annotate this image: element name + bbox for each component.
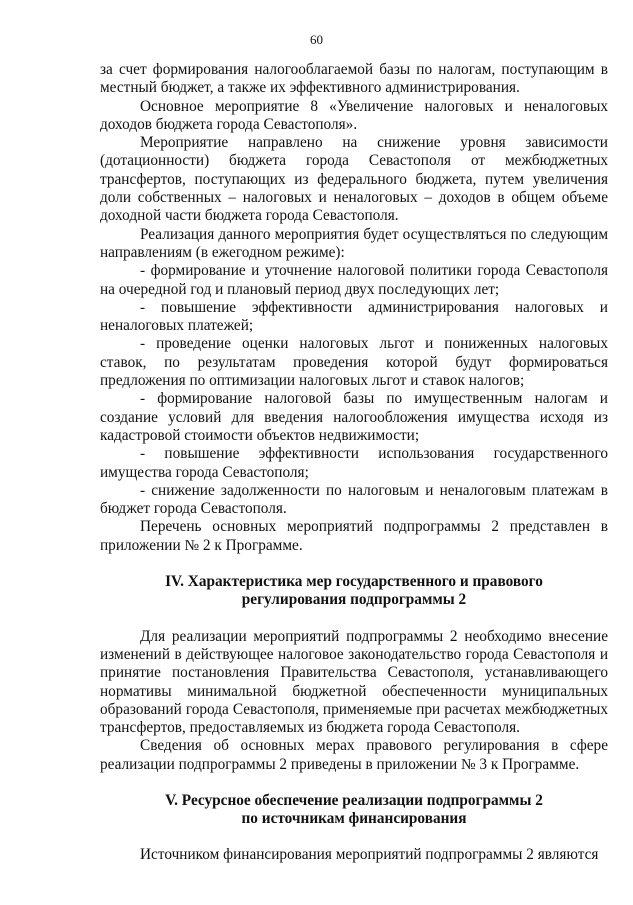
page-number: 60 [310,32,323,47]
list-item: - формирование налоговой базы по имущественным налогам и создание условий для введения налогообложения имущества исходя из кадастровой стоимости объектов недвижимости; [100,390,608,444]
paragraph: Сведения об основных мерах правового регулирования в сфере реализации подпрограммы 2 приведены в приложении № 3 к Программе. [100,737,608,773]
list-item: - формирование и уточнение налоговой политики города Севастополя на очередной год и плановый период двух последующих лет; [100,262,608,298]
paragraph: Источником финансирования мероприятий подпрограммы 2 являются [140,845,599,863]
paragraph: Для реализации мероприятий подпрограммы 2 необходимо внесение изменений в действующее налоговое законодательство города Севастополя и принятие постановления Правительства Севастополя, устанавливающего нормативы минимальной бюджетной обеспеченности муниципальных образований города Севастополя, применяемые при расчетах межбюджетных трансфертов, предоставляемых из бюджета города Севастополя. [100,627,608,737]
section-heading-line: регулирования подпрограммы 2 [241,591,467,609]
list-item: - повышение эффективности использования государственного имущества города Севастополя; [100,445,608,481]
paragraph: Основное мероприятие 8 «Увеличение налоговых и неналоговых доходов бюджета города Севастополя». [100,97,608,133]
section-heading-line: по источникам финансирования [241,810,467,828]
section-heading [100,792,608,829]
paragraph: Перечень основных мероприятий подпрограммы 2 представлен в приложении № 2 к Программе. [100,518,608,554]
page-body [100,61,608,864]
section-heading-line: V. Ресурсное обеспечение реализации подпрограммы 2 [165,791,543,809]
list-item: - повышение эффективности администрирования налоговых и неналоговых платежей; [100,298,608,335]
paragraph: за счет формирования налогооблагаемой базы по налогам, поступающим в местный бюджет, а также их эффективного администрирования. [100,61,608,97]
paragraph: Мероприятие направлено на снижение уровня зависимости (дотационности) бюджета города Севастополя от межбюджетных трансфертов, поступающих из федерального бюджета, путем увеличения доли собственных – налоговых и неналоговых – доходов в общем объеме доходной части бюджета города Севастополя. [100,134,608,225]
list-item: - проведение оценки налоговых льгот и пониженных налоговых ставок, по результатам проведения которой будут формироваться предложения по оптимизации налоговых льгот и ставок налогов; [100,335,608,390]
section-heading [100,573,608,610]
list-item: - снижение задолженности по налоговым и неналоговым платежам в бюджет города Севастополя. [100,481,608,518]
paragraph: Реализация данного мероприятия будет осуществляться по следующим направлениям (в ежегодном режиме): [100,225,608,261]
section-heading-line: IV. Характеристика мер государственного и правового [165,573,543,591]
